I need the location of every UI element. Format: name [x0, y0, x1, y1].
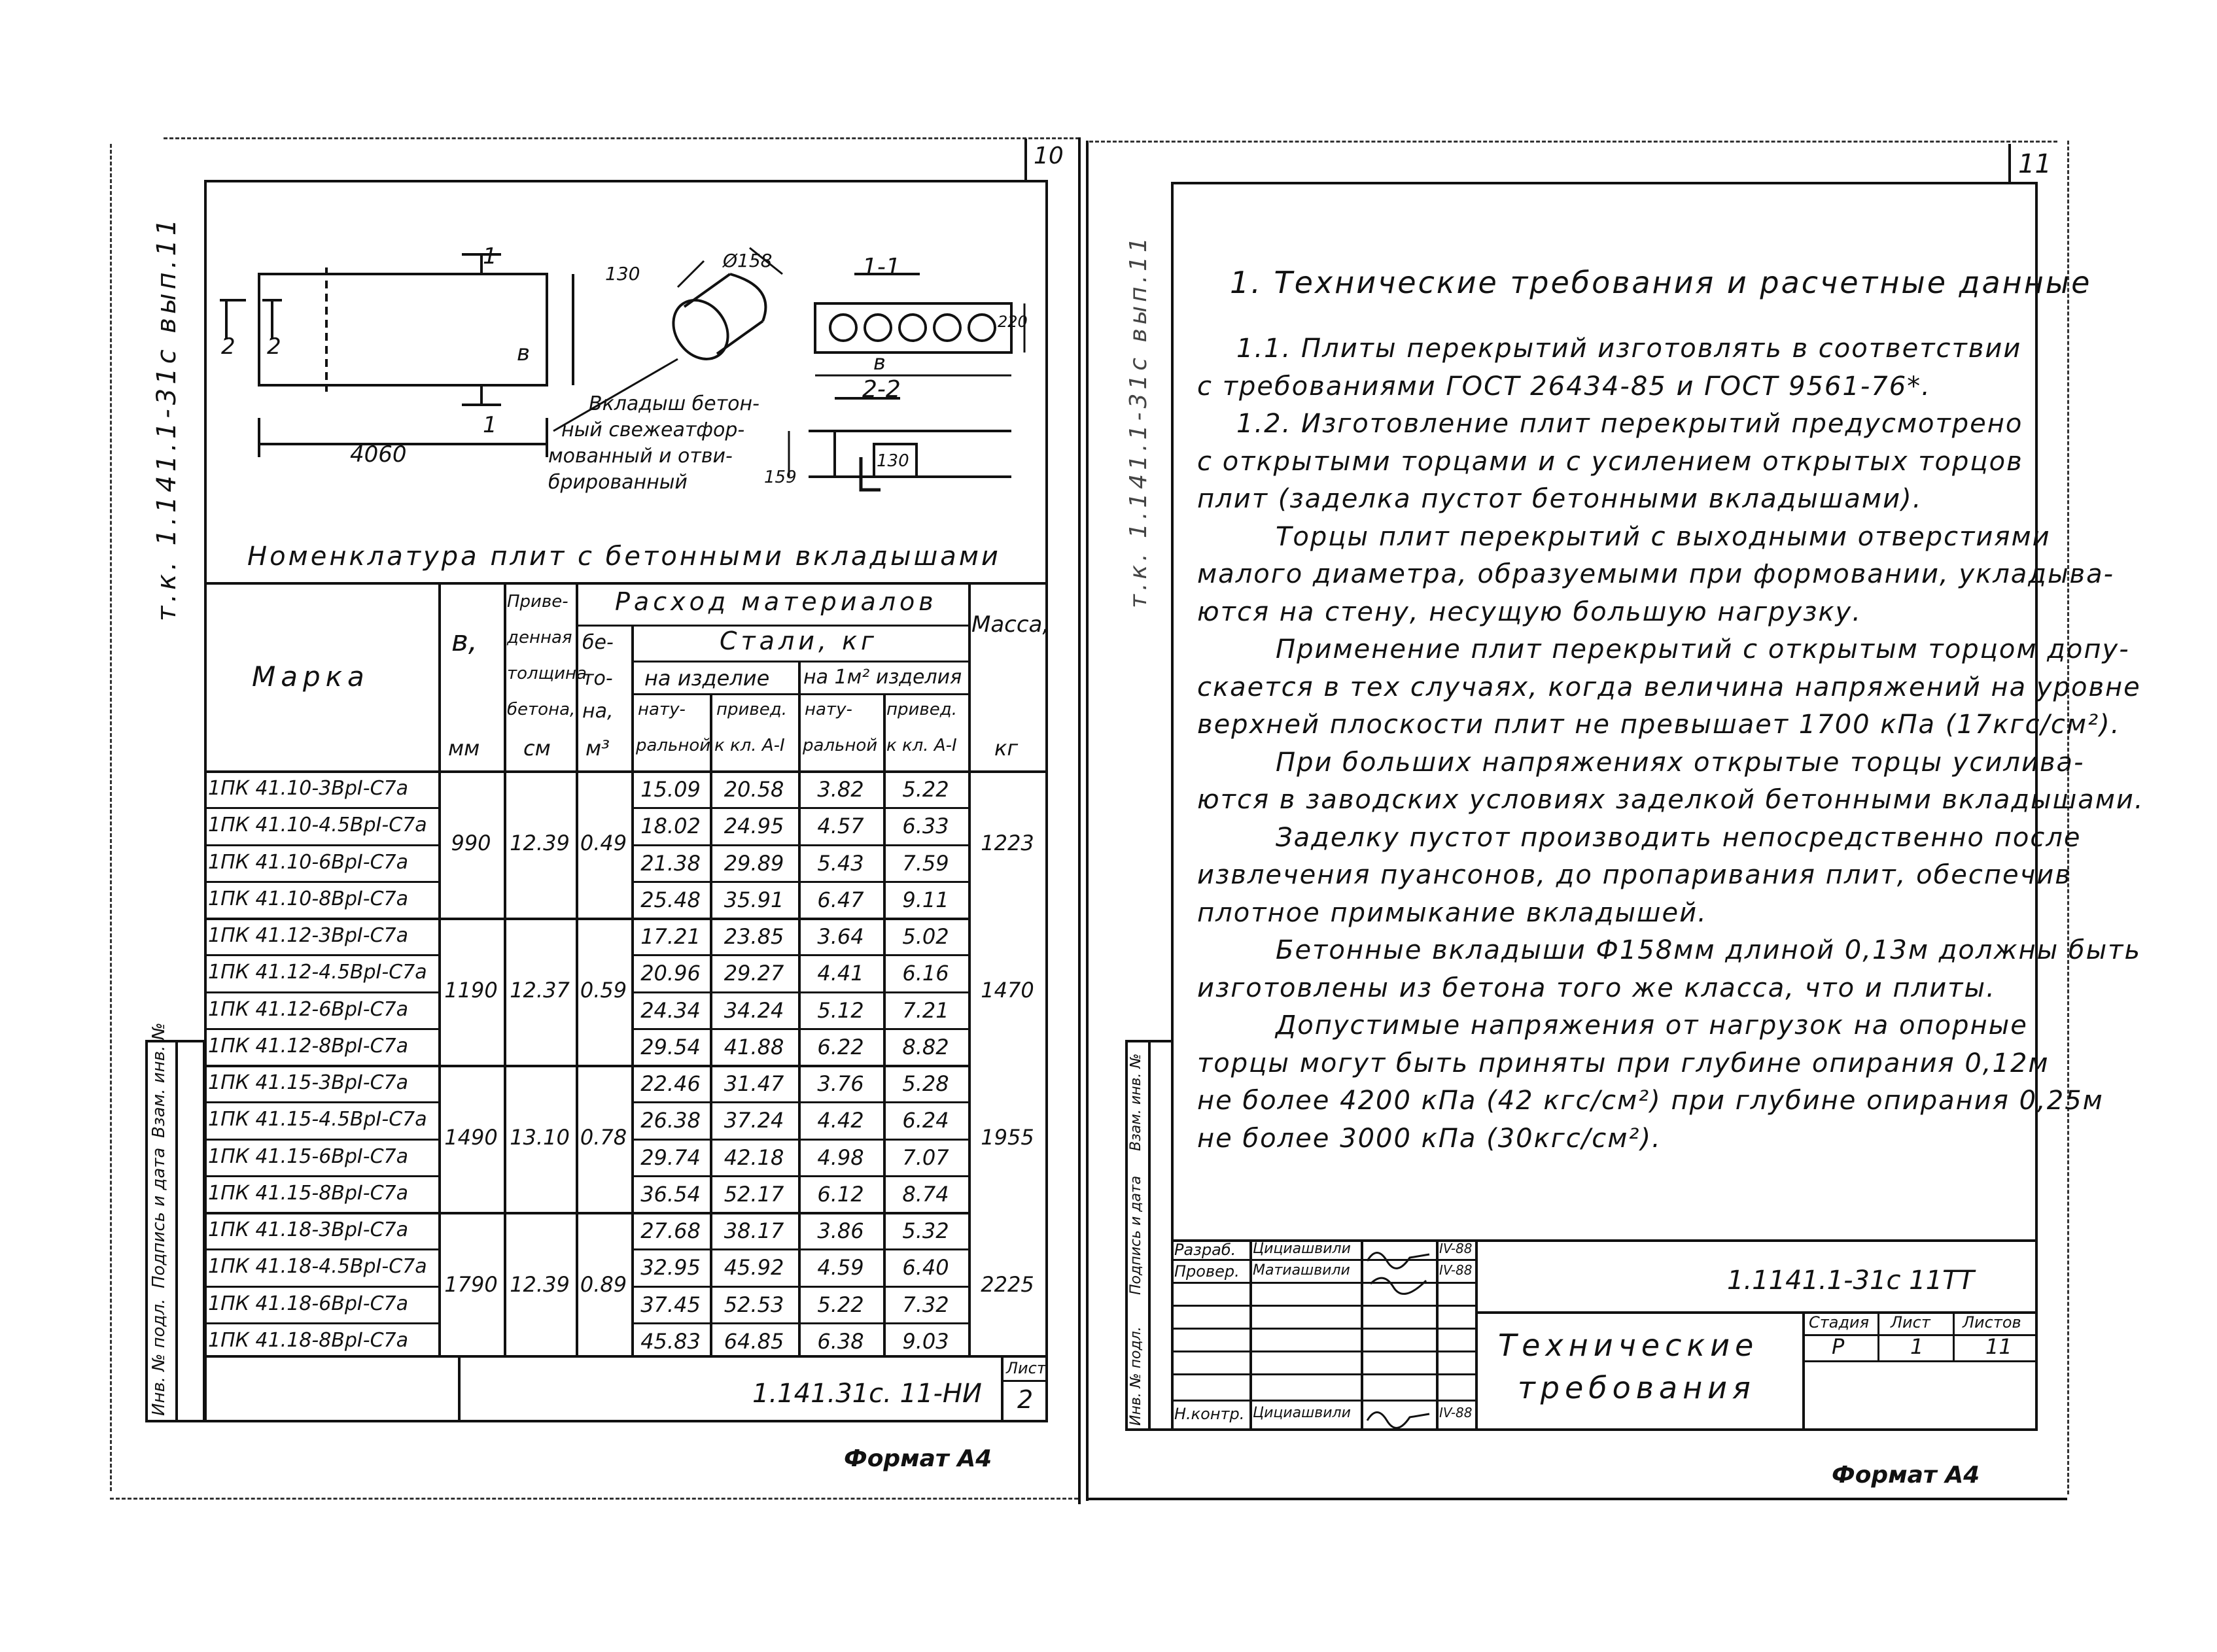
text-line: не более 3000 кПа (30кгс/см²). — [1197, 1123, 1662, 1154]
side-stamp-label: Взам. инв. № — [1128, 1053, 1144, 1151]
cell-thick: 12.39 — [510, 831, 570, 855]
cell-mark: 1ПК 41.18-3ВрI-С7а — [208, 1218, 408, 1241]
row-divider — [631, 881, 968, 883]
text-line: плит (заделка пустот бетонными вкладышами). — [1197, 484, 1923, 514]
sheet-edge — [1086, 141, 1089, 1501]
insert-note: ный свежеатфор- — [561, 419, 745, 441]
cell-p1: 41.88 — [724, 1034, 784, 1059]
cell-p1: 31.47 — [724, 1071, 784, 1096]
stamp-role: Разраб. — [1174, 1241, 1236, 1259]
col-header-reduced: привед. — [886, 700, 957, 719]
plate-drawing — [207, 182, 1045, 575]
cell-n1: 21.38 — [640, 850, 701, 876]
insert-note: брированный — [548, 471, 688, 494]
cell-mark: 1ПК 41.18-4.5ВрI-С7а — [208, 1255, 427, 1279]
stamp-sheets-label: Листов — [1963, 1313, 2021, 1332]
row-divider — [631, 807, 968, 809]
side-stamp-label: Инв. № подл. — [149, 1298, 169, 1416]
cell-mark: 1ПК 41.10-6ВрI-С7а — [208, 850, 408, 874]
stamp-title: требования — [1518, 1370, 1756, 1405]
cell-n1: 17.21 — [640, 924, 701, 949]
col-header-thickness: бетона, — [507, 700, 576, 719]
cell-n2: 5.22 — [817, 1292, 864, 1317]
cell-n2: 4.41 — [817, 961, 864, 986]
text-line: 1.2. Изготовление плит перекрытий предусмотрено — [1236, 409, 2023, 439]
cell-p1: 52.53 — [724, 1292, 784, 1317]
stamp-date: IV-88 — [1439, 1262, 1473, 1278]
signature — [1364, 1241, 1435, 1300]
side-stamp-label: Подпись и дата — [1128, 1175, 1144, 1295]
stamp-stage-label: Стадия — [1809, 1313, 1870, 1332]
text-line: Торцы плит перекрытий с выходными отверстиями — [1276, 521, 2051, 552]
col-header-concrete-unit: м³ — [585, 736, 610, 761]
insert-note: Вкладыш бетон- — [589, 392, 759, 415]
trim-line — [110, 144, 112, 1491]
cell-mark: 1ПК 41.15-6ВрI-С7а — [208, 1144, 408, 1168]
col-header-mass-unit: кг — [994, 736, 1019, 761]
side-stamp-label: Инв. № подл. — [1128, 1326, 1144, 1426]
hollow-core — [934, 315, 960, 341]
row-divider — [204, 1286, 438, 1288]
cell-mass: 1223 — [981, 831, 1034, 855]
cell-n2: 5.12 — [817, 997, 864, 1023]
stamp-code: 1.141.31с. 11-НИ — [752, 1379, 982, 1409]
page-number-box — [2008, 144, 2011, 182]
cell-p2: 5.02 — [902, 924, 949, 949]
side-code: т.к. 1.141.1-31с вып.11 — [152, 215, 182, 621]
cell-n2: 3.64 — [817, 924, 864, 949]
text-line: малого диаметра, образуемыми при формовании, укладыва- — [1197, 559, 2115, 589]
cell-b: 990 — [451, 831, 491, 855]
cell-p1: 24.95 — [724, 814, 784, 839]
row-divider — [631, 991, 968, 993]
cell-b: 1490 — [444, 1125, 498, 1150]
dimension-130: 130 — [605, 263, 640, 284]
row-divider — [631, 1139, 968, 1141]
section-width: в — [873, 350, 886, 375]
cell-n2: 6.12 — [817, 1181, 864, 1207]
cell-n2: 4.57 — [817, 814, 864, 839]
cell-p2: 6.24 — [902, 1108, 949, 1133]
cell-p2: 9.03 — [902, 1328, 949, 1354]
page-number: 11 — [2018, 149, 2051, 179]
row-divider — [631, 844, 968, 846]
row-divider — [204, 844, 438, 846]
dimension-159: 159 — [764, 468, 797, 487]
cell-n2: 6.38 — [817, 1328, 864, 1354]
row-divider — [204, 1322, 438, 1324]
section-2-title: 2-2 — [862, 376, 901, 403]
cell-p2: 5.32 — [902, 1218, 949, 1243]
cell-n2: 4.42 — [817, 1108, 864, 1133]
row-divider — [204, 954, 438, 956]
col-header-thickness: толщина — [507, 664, 587, 683]
cell-p2: 5.22 — [902, 777, 949, 802]
row-divider — [631, 1322, 968, 1324]
cell-n2: 3.76 — [817, 1071, 864, 1096]
side-stamp-divider — [1148, 1040, 1151, 1431]
cell-mass: 2225 — [981, 1272, 1034, 1297]
stamp-sheets-value: 11 — [1985, 1334, 2012, 1359]
row-divider — [204, 1139, 438, 1141]
insert-note: мованный и отви- — [548, 445, 733, 468]
col-header-b-unit: мм — [448, 736, 480, 761]
cell-mark: 1ПК 41.15-3ВрI-С7а — [208, 1071, 408, 1094]
row-divider — [204, 1028, 438, 1030]
text-line: Допустимые напряжения от нагрузок на опорные — [1276, 1010, 2028, 1041]
text-line: Бетонные вкладыши Ф158мм длиной 0,13м должны быть — [1276, 935, 2142, 965]
row-divider — [204, 1175, 438, 1177]
cell-p1: 37.24 — [724, 1108, 784, 1133]
text-line: верхней плоскости плит не превышает 1700 кПа (17кгс/см²). — [1197, 710, 2121, 740]
cell-n1: 29.54 — [640, 1034, 701, 1059]
cell-p2: 8.82 — [902, 1034, 949, 1059]
cell-n2: 4.59 — [817, 1255, 864, 1281]
col-header-natural: нату- — [805, 700, 852, 719]
stamp-code: 1.1141.1-31с 11ТТ — [1727, 1265, 1974, 1296]
stamp-divider — [1001, 1355, 1004, 1422]
trim-line — [1089, 141, 2057, 143]
cell-n1: 29.74 — [640, 1144, 701, 1170]
col-header-mass: Масса, — [971, 611, 1050, 638]
col-header-b: в, — [451, 625, 478, 658]
trim-line — [164, 137, 1079, 139]
cell-p2: 7.07 — [902, 1144, 949, 1170]
cell-mark: 1ПК 41.18-8ВрI-С7а — [208, 1328, 408, 1352]
section-mark: 1 — [483, 243, 497, 269]
cell-b: 1190 — [444, 978, 498, 1003]
text-line: с открытыми торцами и с усилением открытых торцов — [1197, 446, 2023, 477]
side-stamp-label: Подпись и дата — [149, 1147, 169, 1288]
section-mark: 2 — [221, 334, 236, 360]
cell-n2: 5.43 — [817, 850, 864, 876]
dimension-220: 220 — [998, 313, 1028, 331]
stamp-stage-value: Р — [1832, 1334, 1845, 1359]
cell-p2: 7.59 — [902, 850, 949, 876]
col-header-thickness-unit: см — [523, 736, 551, 761]
stamp-name: Матиашвили — [1253, 1262, 1350, 1279]
row-divider — [204, 807, 438, 809]
cell-p2: 9.11 — [902, 887, 949, 912]
cell-n2: 3.86 — [817, 1218, 864, 1243]
cell-p1: 42.18 — [724, 1144, 784, 1170]
hollow-core — [865, 315, 891, 341]
cell-b: 1790 — [444, 1272, 498, 1297]
cell-n1: 25.48 — [640, 887, 701, 912]
cell-p1: 29.27 — [724, 961, 784, 986]
cell-n2: 3.82 — [817, 777, 864, 802]
cell-mark: 1ПК 41.12-8ВрI-С7а — [208, 1034, 408, 1058]
text-line: торцы могут быть приняты при глубине опирания 0,12м — [1197, 1048, 2050, 1078]
text-line: изготовлены из бетона того же класса, что и плиты. — [1197, 972, 1996, 1003]
text-line: При больших напряжениях открытые торцы усилива- — [1276, 747, 2085, 778]
cell-p1: 23.85 — [724, 924, 784, 949]
page-number: 10 — [1034, 143, 1064, 169]
cell-p1: 38.17 — [724, 1218, 784, 1243]
cell-mark: 1ПК 41.10-8ВрI-С7а — [208, 887, 408, 910]
cell-p1: 64.85 — [724, 1328, 784, 1354]
col-header-mark: Марка — [252, 661, 370, 693]
text-line: плотное примыкание вкладышей. — [1197, 897, 1707, 928]
stamp-name: Цициашвили — [1253, 1241, 1351, 1257]
sheet-edge — [1078, 137, 1081, 1504]
signature — [1364, 1401, 1435, 1430]
plate-plan-outline — [259, 274, 547, 385]
cell-n2: 6.22 — [817, 1034, 864, 1059]
stamp-role: Провер. — [1174, 1262, 1240, 1281]
section-mark: 1 — [483, 412, 497, 438]
text-line: скается в тех случаях, когда величина напряжений на уровне — [1197, 672, 2141, 702]
cell-p2: 7.21 — [902, 997, 949, 1023]
col-header-reduced: к кл. А-I — [886, 736, 957, 755]
hollow-core — [969, 315, 995, 341]
cell-mark: 1ПК 41.12-3ВрI-С7а — [208, 924, 408, 947]
cell-p2: 5.28 — [902, 1071, 949, 1096]
stamp-name: Цициашвили — [1253, 1405, 1351, 1421]
text-line: Заделку пустот производить непосредственно после — [1276, 822, 2082, 853]
section-1-outline — [815, 303, 1011, 353]
cell-concrete: 0.89 — [580, 1272, 627, 1297]
cell-thick: 13.10 — [510, 1125, 570, 1150]
col-header-natural: ральной — [636, 736, 711, 755]
stamp-sheet-value: 1 — [1910, 1334, 1924, 1359]
cell-p1: 20.58 — [724, 777, 784, 802]
cell-n2: 6.47 — [817, 887, 864, 912]
text-line: 1.1. Плиты перекрытий изготовлять в соответствии — [1236, 334, 2022, 364]
stamp-role: Н.контр. — [1174, 1405, 1245, 1423]
text-line: извлечения пуансонов, до пропаривания плит, обеспечив — [1197, 860, 2072, 890]
cell-mark: 1ПК 41.12-4.5ВрI-С7а — [208, 961, 427, 984]
cell-n1: 32.95 — [640, 1255, 701, 1281]
cell-p1: 34.24 — [724, 997, 784, 1023]
cell-p1: 35.91 — [724, 887, 784, 912]
row-divider — [631, 1248, 968, 1250]
cell-mass: 1470 — [981, 978, 1034, 1003]
row-divider — [204, 881, 438, 883]
format-label: Формат А4 — [1832, 1462, 1980, 1489]
row-divider — [631, 1101, 968, 1103]
stamp-sheet-label: Лист — [1006, 1359, 1046, 1377]
stamp-sheet-number: 2 — [1017, 1385, 1034, 1414]
row-divider — [631, 1028, 968, 1030]
cell-mark: 1ПК 41.12-6ВрI-С7а — [208, 997, 408, 1021]
cell-p1: 29.89 — [724, 850, 784, 876]
section-mark: 2 — [267, 334, 281, 360]
cell-n1: 22.46 — [640, 1071, 701, 1096]
cell-p1: 52.17 — [724, 1181, 784, 1207]
row-divider — [631, 954, 968, 956]
col-header-concrete: бе- — [582, 631, 614, 654]
trim-line — [110, 1498, 1078, 1500]
heading: 1. Технические требования и расчетные данные — [1230, 265, 2092, 300]
table-title: Номенклатура плит с бетонными вкладышами — [247, 542, 1001, 572]
dimension-130: 130 — [877, 451, 909, 471]
hollow-core — [830, 315, 856, 341]
cell-mark: 1ПК 41.10-3ВрI-С7а — [208, 777, 408, 800]
cell-mark: 1ПК 41.18-6ВрI-С7а — [208, 1292, 408, 1315]
text-line: не более 4200 кПа (42 кгс/см²) при глубине опирания 0,25м — [1197, 1086, 2104, 1116]
section-2-outline — [809, 431, 1011, 477]
dimension-line — [678, 261, 704, 287]
cell-p1: 45.92 — [724, 1255, 784, 1281]
stamp-divider — [458, 1355, 461, 1422]
format-label: Формат А4 — [844, 1445, 992, 1472]
insert-end — [662, 290, 739, 370]
cell-n1: 36.54 — [640, 1181, 701, 1207]
row-divider — [631, 1286, 968, 1288]
cell-mark: 1ПК 41.10-4.5ВрI-С7а — [208, 814, 427, 837]
stamp-date: IV-88 — [1439, 1405, 1473, 1420]
stamp-title: Технические — [1498, 1328, 1759, 1363]
cell-concrete: 0.49 — [580, 831, 627, 855]
cell-p2: 6.40 — [902, 1255, 949, 1281]
page-number-box — [1024, 139, 1027, 182]
cell-n1: 24.34 — [640, 997, 701, 1023]
cell-p2: 6.16 — [902, 961, 949, 986]
col-header-concrete: на, — [582, 700, 614, 723]
row-divider — [204, 991, 438, 993]
stamp-sheet-label: Лист — [1891, 1313, 1930, 1332]
cell-concrete: 0.59 — [580, 978, 627, 1003]
text-line: с требованиями ГОСТ 26434-85 и ГОСТ 9561-76*. — [1197, 371, 1931, 402]
stamp-date: IV-88 — [1439, 1241, 1473, 1256]
cell-n1: 26.38 — [640, 1108, 701, 1133]
insert-end-back — [730, 274, 765, 321]
section-1-title: 1-1 — [862, 254, 901, 281]
col-header-steel: Стали, кг — [720, 627, 879, 655]
row-divider — [204, 1101, 438, 1103]
col-header-natural: нату- — [638, 700, 686, 719]
insert-side — [717, 321, 763, 354]
col-header-reduced: к кл. А-I — [714, 736, 785, 755]
trim-line — [2067, 141, 2069, 1494]
dimension-width: в — [517, 340, 531, 366]
dimension-diameter: Ø158 — [723, 250, 773, 271]
col-header-per-m2: на 1м² изделия — [803, 666, 962, 689]
side-stamp-divider — [175, 1040, 178, 1422]
cell-n1: 27.68 — [640, 1218, 701, 1243]
cell-concrete: 0.78 — [580, 1125, 627, 1150]
cell-n1: 15.09 — [640, 777, 701, 802]
stamp-divider — [1001, 1380, 1047, 1382]
cell-mass: 1955 — [981, 1125, 1034, 1150]
cell-n1: 45.83 — [640, 1328, 701, 1354]
cell-n2: 4.98 — [817, 1144, 864, 1170]
cell-thick: 12.39 — [510, 1272, 570, 1297]
cell-thick: 12.37 — [510, 978, 570, 1003]
cell-mark: 1ПК 41.15-8ВрI-С7а — [208, 1181, 408, 1205]
col-header-per-item: на изделие — [644, 666, 770, 691]
cell-p2: 6.33 — [902, 814, 949, 839]
text-line: ются в заводских условиях заделкой бетонными вкладышами. — [1197, 785, 2144, 815]
col-header-natural: ральной — [803, 736, 878, 755]
side-code: т.к. 1.141.1-31с вып.11 — [1125, 233, 1152, 608]
cell-p2: 8.74 — [902, 1181, 949, 1207]
text-line: Применение плит перекрытий с открытым торцом допу- — [1276, 634, 2130, 664]
cell-n1: 20.96 — [640, 961, 701, 986]
cell-n1: 18.02 — [640, 814, 701, 839]
col-header-thickness: Приве- — [507, 592, 568, 611]
cell-p2: 7.32 — [902, 1292, 949, 1317]
cell-n1: 37.45 — [640, 1292, 701, 1317]
col-header-reduced: привед. — [716, 700, 787, 719]
side-stamp-label: Взам. инв. № — [149, 1022, 169, 1138]
hollow-core — [899, 315, 926, 341]
dimension-length: 4060 — [350, 441, 407, 468]
col-header-thickness: денная — [507, 628, 572, 647]
cell-mark: 1ПК 41.15-4.5ВрI-С7а — [208, 1108, 427, 1131]
col-header-concrete: то- — [582, 667, 613, 690]
row-divider — [631, 1175, 968, 1177]
row-divider — [204, 1248, 438, 1250]
sheet-edge — [1086, 1498, 2067, 1500]
text-line: ются на стену, несущую большую нагрузку. — [1197, 596, 1862, 627]
col-header-materials: Расход материалов — [615, 587, 937, 616]
